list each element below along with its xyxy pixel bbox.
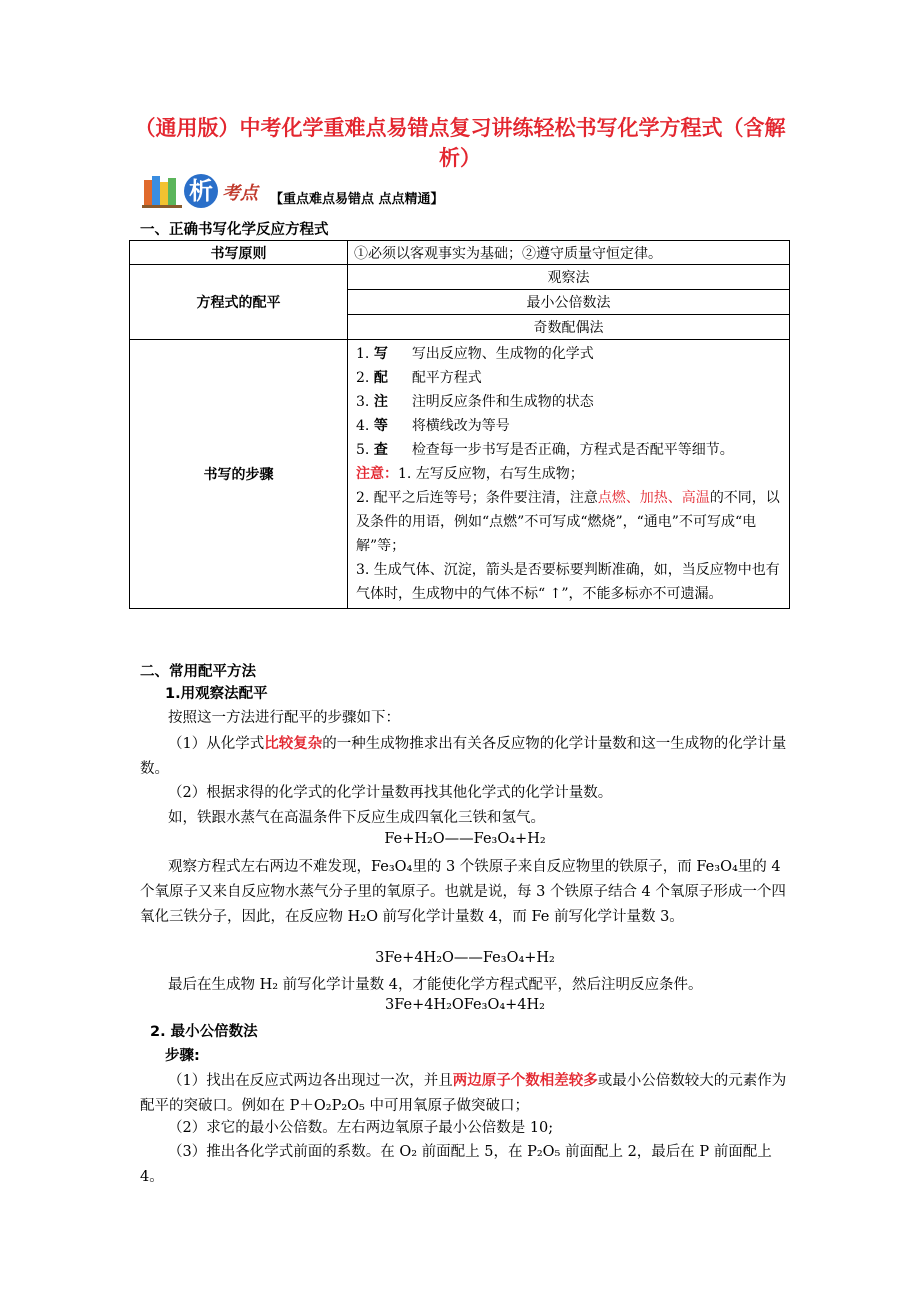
method-cell: 奇数配偶法 [348,315,790,340]
paragraph: （1）找出在反应式两边各出现过一次，并且两边原子个数相差较多或最小公倍数较大的元素作为配平的突破口。例如在 P＋O₂P₂O₅ 中可用氧原子做突破口； [140,1072,787,1114]
step-item: 2. 配 配平方程式 [356,370,482,386]
equation: 3Fe+4H₂OFe₃O₄+4H₂ [385,997,545,1013]
analysis-badge: 析 [184,174,218,208]
table-row [130,265,790,290]
equation: 3Fe+4H₂O——Fe₃O₄+H₂ [375,950,555,966]
paragraph: （2）求它的最小公倍数。左右两边氧原子最小公倍数是 10; [168,1120,554,1136]
method-cell: 观察法 [348,265,790,290]
section2-heading: 二、常用配平方法 [140,664,256,680]
equation: Fe+H₂O——Fe₃O₄+H₂ [384,831,546,847]
rules-table [129,240,790,609]
row-label: 方程式的配平 [130,265,348,340]
paragraph: 观察方程式左右两边不难发现，Fe₃O₄里的 3 个铁原子来自反应物里的铁原子，而 Fe₃O₄里的 4 个氧原子又来自反应物水蒸气分子里的氧原子。也就是说，每 3 个铁原子结合 4 个氧原子形成一个四氧化三铁分子，因此，在反应物 H₂O 前写化学计量数 4，而 Fe 前写化学计量数 3。 [140,859,786,925]
row-content: ①必须以客观事实为基础；②遵守质量守恒定律。 [348,241,790,265]
step-item: 4. 等 将横线改为等号 [356,418,510,434]
highlight-text: 点燃、加热、高温 [597,490,710,506]
books-icon [142,174,184,208]
paragraph: （3）推出各化学式前面的系数。在 O₂ 前面配上 5，在 P₂O₅ 前面配上 2，最后在 P 前面配上 4。 [140,1144,772,1185]
highlight-text: 比较复杂 [264,735,323,752]
paragraph: （1）从化学式比较复杂的一种生成物推求出有关各反应物的化学计量数和这一生成物的化学计量数。 [140,735,787,777]
paragraph: 如，铁跟水蒸气在高温条件下反应生成四氧化三铁和氢气。 [168,810,545,826]
banner-tag: 【重点难点易错点 点点精通】 [270,192,444,207]
banner-label: 考点 [222,183,258,204]
subheading: 2. 最小公倍数法 [150,1024,258,1040]
table-row [130,340,790,609]
note-line: 3. 生成气体、沉淀，箭头是否要标要判断准确，如，当反应物中也有气体时，生成物中的气体不标“ ↑”，不能多标亦不可遗漏。 [356,562,780,602]
row-label: 书写原则 [130,241,348,265]
subheading: 1.用观察法配平 [165,686,268,702]
row-label: 书写的步骤 [130,340,348,609]
section-banner [142,172,562,212]
note-label: 注意： [356,466,398,482]
step-item: 5. 查 检查每一步书写是否正确，方程式是否配平等细节。 [356,442,734,458]
step-item: 1. 写 写出反应物、生成物的化学式 [356,346,594,362]
table-row [130,241,790,265]
document-title: （通用版）中考化学重难点易错点复习讲练轻松书写化学方程式（含解析） [134,116,786,170]
note-line: 2. 配平之后连等号；条件要注清，注意点燃、加热、高温的不同，以及条件的用语，例如“点燃”不可写成“燃烧”，“通电”不可写成“电解”等； [356,490,780,554]
method-cell: 最小公倍数法 [348,290,790,315]
section1-heading: 一、正确书写化学反应方程式 [140,222,329,238]
paragraph: 最后在生成物 H₂ 前写化学计量数 4，才能使化学方程式配平，然后注明反应条件。 [168,977,703,993]
steps-cell [348,340,790,609]
paragraph: 按照这一方法进行配平的步骤如下： [168,710,400,726]
steps-label: 步骤: [165,1048,200,1064]
paragraph: （2）根据求得的化学式的化学计量数再找其他化学式的化学计量数。 [168,785,613,801]
highlight-text: 两边原子个数相差较多 [452,1072,598,1089]
note-line: 注意：1. 左写反应物，右写生成物； [356,466,584,482]
step-item: 3. 注 注明反应条件和生成物的状态 [356,394,594,410]
